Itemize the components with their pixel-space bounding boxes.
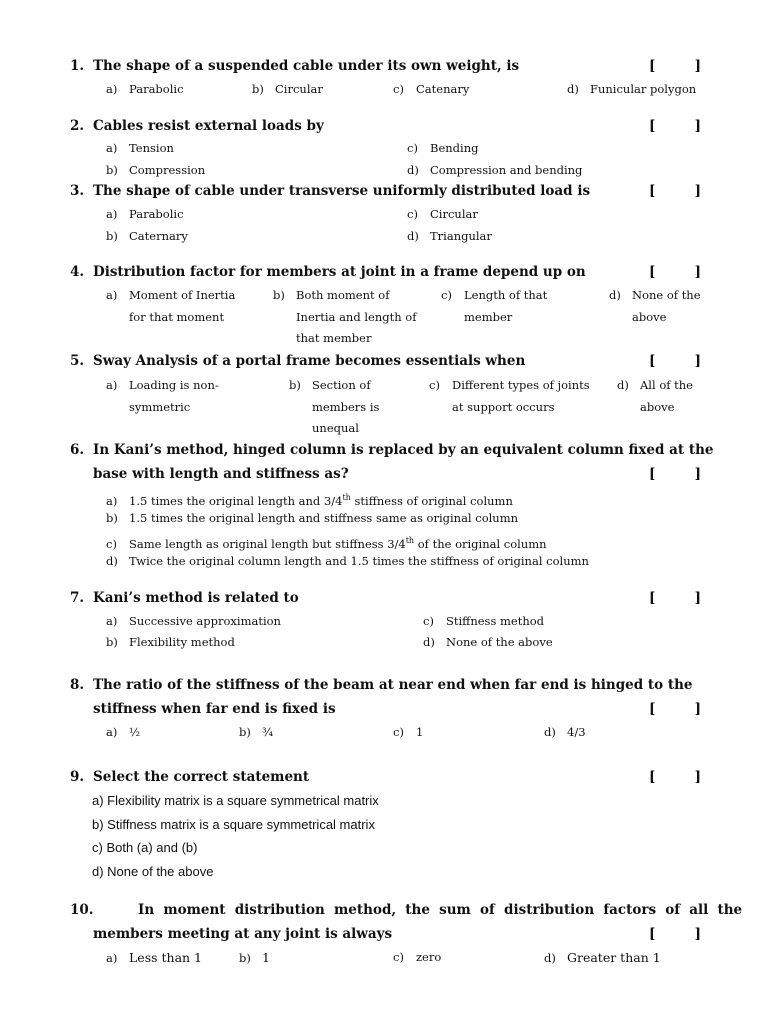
- answer-bracket[interactable]: [ ]: [649, 926, 701, 942]
- question-text-line1: The ratio of the stiffness of the beam at near end when far end is hinged to the: [93, 677, 693, 693]
- question-text: The shape of a suspended cable under its own weight, is: [93, 58, 520, 74]
- option-c[interactable]: c) Length of that member: [441, 288, 548, 324]
- option-b[interactable]: b) Both moment of Inertia and length of that member: [273, 288, 417, 345]
- option-c[interactable]: c) 1: [393, 725, 424, 739]
- question-number: 6.: [70, 442, 85, 458]
- question-text-line2: members meeting at any joint is always: [93, 926, 393, 942]
- option-d[interactable]: d) None of the above: [423, 635, 553, 649]
- option-d[interactable]: d) 4/3: [544, 725, 586, 739]
- answer-bracket[interactable]: [ ]: [649, 466, 701, 482]
- question-text: Cables resist external loads by: [93, 118, 324, 134]
- option-a[interactable]: a) Less than 1: [106, 950, 203, 965]
- option-b[interactable]: b) Caternary: [106, 229, 188, 243]
- option-a[interactable]: a) Parabolic: [106, 82, 184, 96]
- question-number: 3.: [70, 183, 85, 199]
- option-a[interactable]: a) Moment of Inertia for that moment: [106, 288, 236, 324]
- option-c[interactable]: c) Stiffness method: [423, 614, 545, 628]
- answer-bracket[interactable]: [ ]: [649, 58, 701, 74]
- option-d[interactable]: d) Twice the original column length and 1.5 times the stiffness of original column: [106, 554, 589, 568]
- question-text: The shape of cable under transverse uniformly distributed load is: [93, 183, 591, 199]
- option-a[interactable]: a) 1.5 times the original length and 3/4th stiffness of original column: [106, 493, 513, 508]
- option-a[interactable]: a) Loading is non- symmetric: [106, 378, 219, 414]
- option-c[interactable]: c) Catenary: [393, 82, 470, 96]
- option-c[interactable]: c) Different types of joints at support occurs: [429, 378, 590, 414]
- question-text-line1: In Kani’s method, hinged column is replaced by an equivalent column fixed at the: [93, 442, 714, 458]
- question-text: Sway Analysis of a portal frame becomes essentials when: [93, 353, 526, 369]
- question-text-line2: stiffness when far end is fixed is: [93, 701, 336, 717]
- option-c[interactable]: c) zero: [393, 950, 442, 964]
- answer-bracket[interactable]: [ ]: [649, 353, 701, 369]
- option-d[interactable]: d) None of the above: [92, 864, 214, 879]
- answer-bracket[interactable]: [ ]: [649, 183, 701, 199]
- question-number: 10.: [70, 902, 94, 918]
- option-b[interactable]: b) Stiffness matrix is a square symmetrical matrix: [92, 817, 375, 832]
- question-number: 2.: [70, 118, 85, 134]
- answer-bracket[interactable]: [ ]: [649, 701, 701, 717]
- option-b[interactable]: b) Section of members is unequal: [289, 378, 380, 435]
- answer-bracket[interactable]: [ ]: [649, 118, 701, 134]
- answer-bracket[interactable]: [ ]: [649, 769, 701, 785]
- question-text-line2: base with length and stiffness as?: [93, 466, 349, 482]
- question-number: 9.: [70, 769, 85, 785]
- option-a[interactable]: a) Successive approximation: [106, 614, 281, 628]
- question-text: Select the correct statement: [93, 769, 310, 785]
- option-c[interactable]: c) Same length as original length but stiffness 3/4th of the original column: [106, 536, 547, 551]
- answer-bracket[interactable]: [ ]: [649, 590, 701, 606]
- option-c[interactable]: c) Bending: [407, 141, 479, 155]
- question-text-line1: In moment distribution method, the sum of distribution factors of all the: [138, 902, 743, 918]
- option-d[interactable]: d) None of the above: [609, 288, 701, 324]
- option-b[interactable]: b) Compression: [106, 163, 206, 177]
- option-b[interactable]: b) 1: [239, 950, 270, 965]
- question-number: 1.: [70, 58, 85, 74]
- answer-bracket[interactable]: [ ]: [649, 264, 701, 280]
- option-d[interactable]: d) Triangular: [407, 229, 492, 243]
- option-b[interactable]: b) Circular: [252, 82, 323, 96]
- option-c[interactable]: c) Circular: [407, 207, 478, 221]
- question-text: Kani’s method is related to: [93, 590, 299, 606]
- option-b[interactable]: b) Flexibility method: [106, 635, 235, 649]
- option-d[interactable]: d) Compression and bending: [407, 163, 583, 177]
- option-a[interactable]: a) ½: [106, 725, 141, 739]
- question-number: 8.: [70, 677, 85, 693]
- question-number: 5.: [70, 353, 85, 369]
- option-a[interactable]: a) Flexibility matrix is a square symmetrical matrix: [92, 793, 379, 808]
- option-d[interactable]: d) All of the above: [617, 378, 693, 414]
- option-d[interactable]: d) Greater than 1: [544, 950, 661, 965]
- option-d[interactable]: d) Funicular polygon: [567, 82, 697, 96]
- question-number: 7.: [70, 590, 85, 606]
- question-text: Distribution factor for members at joint in a frame depend up on: [93, 264, 586, 280]
- option-b[interactable]: b) ¾: [239, 725, 274, 739]
- option-c[interactable]: c) Both (a) and (b): [92, 840, 198, 855]
- option-b[interactable]: b) 1.5 times the original length and stiffness same as original column: [106, 511, 519, 525]
- question-number: 4.: [70, 264, 85, 280]
- option-a[interactable]: a) Tension: [106, 141, 174, 155]
- option-a[interactable]: a) Parabolic: [106, 207, 184, 221]
